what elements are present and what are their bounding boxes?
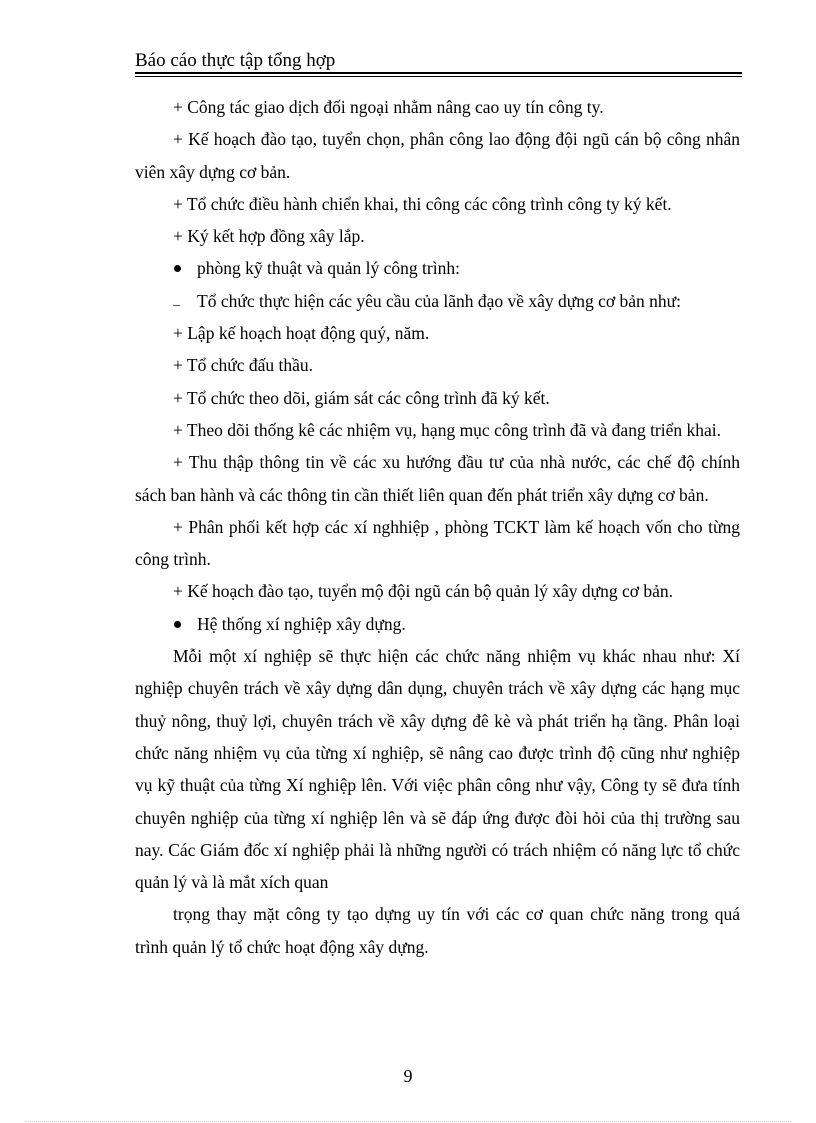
bullet-text: phòng kỹ thuật và quản lý công trình:: [197, 258, 460, 279]
page-number: 9: [403, 1066, 413, 1086]
header-rule-thick: [135, 72, 742, 74]
paragraph: + Công tác giao dịch đối ngoại nhằm nâng cao uy tín công ty.: [173, 97, 604, 117]
paragraph: + Kế hoạch đào tạo, tuyển mộ đội ngũ cán bộ quản lý xây dựng cơ bản.: [173, 581, 674, 602]
dash-text: Tổ chức thực hiện các yêu cầu của lãnh đạo về xây dựng cơ bản như:: [197, 290, 682, 311]
paragraph: + Tổ chức điều hành chiển khai, thi công các công trình công ty ký kết.: [173, 193, 672, 214]
page-body: [135, 91, 740, 963]
paragraph: + Lập kế hoạch hoạt động quý, năm.: [173, 323, 430, 344]
bullet-item: [135, 608, 740, 640]
paragraph: + Tổ chức theo dõi, giám sát các công trình đã ký kết.: [173, 387, 550, 408]
header-rule-thin: [135, 76, 742, 77]
page-bottom-border: [25, 1121, 791, 1122]
paragraph: + Phân phối kết hợp các xí nghhiệp , phòng TCKT làm kế hoạch vốn cho từng công trình.: [135, 516, 740, 570]
paragraph: + Ký kết hợp đồng xây lắp.: [173, 226, 365, 247]
paragraph: trọng thay mặt công ty tạo dựng uy tín với các cơ quan chức năng trong quá trình quản lý tổ chức hoạt động xây dựng.: [135, 904, 740, 957]
paragraph: + Kế hoạch đào tạo, tuyển chọn, phân công lao động đội ngũ cán bộ công nhân viên xây dựng cơ bản.: [135, 129, 740, 182]
dash-marker: _: [173, 292, 180, 308]
page-header: [135, 50, 742, 72]
bullet-item: [135, 252, 740, 284]
paragraph: + Theo dõi thống kê các nhiệm vụ, hạng mục công trình đã và đang triển khai.: [173, 419, 722, 440]
paragraph: + Thu thập thông tin về các xu hướng đầu tư của nhà nước, các chế độ chính sách ban hành và các thông tin cần thiết liên quan đến phát triển xây dựng cơ bản.: [135, 452, 740, 505]
paragraph: + Tổ chức đấu thầu.: [173, 355, 314, 376]
dash-item: [135, 285, 740, 317]
bullet-icon: [174, 621, 181, 628]
bullet-text: Hệ thống xí nghiệp xây dựng.: [197, 613, 406, 634]
header-title: Báo cáo thực tập tổng hợp: [135, 50, 336, 71]
paragraph: Mỗi một xí nghiệp sẽ thực hiện các chức năng nhiệm vụ khác nhau như: Xí nghiệp chuyên trách về xây dựng dân dụng, chuyên trách về xây dựng các hạng mục thuỷ nông, thuỷ lợi, chuyên trách về xây dựng đê kè và phát triển hạ tầng. Phân loại chức năng nhiệm vụ của từng xí nghiệp, sẽ nâng cao được trình độ cũng như nghiệp vụ kỹ thuật của từng Xí nghiệp lên. Với việc phân công như vậy, Công ty sẽ đưa tính chuyên nghiệp của từng xí nghiệp lên và sẽ đáp ứng được đòi hỏi của thị trường sau nay. Các Giám đốc xí nghiệp phải là những người có trách nhiệm có năng lực tổ chức quản lý và là mắt xích quan: [135, 646, 740, 893]
bullet-icon: [174, 265, 181, 272]
